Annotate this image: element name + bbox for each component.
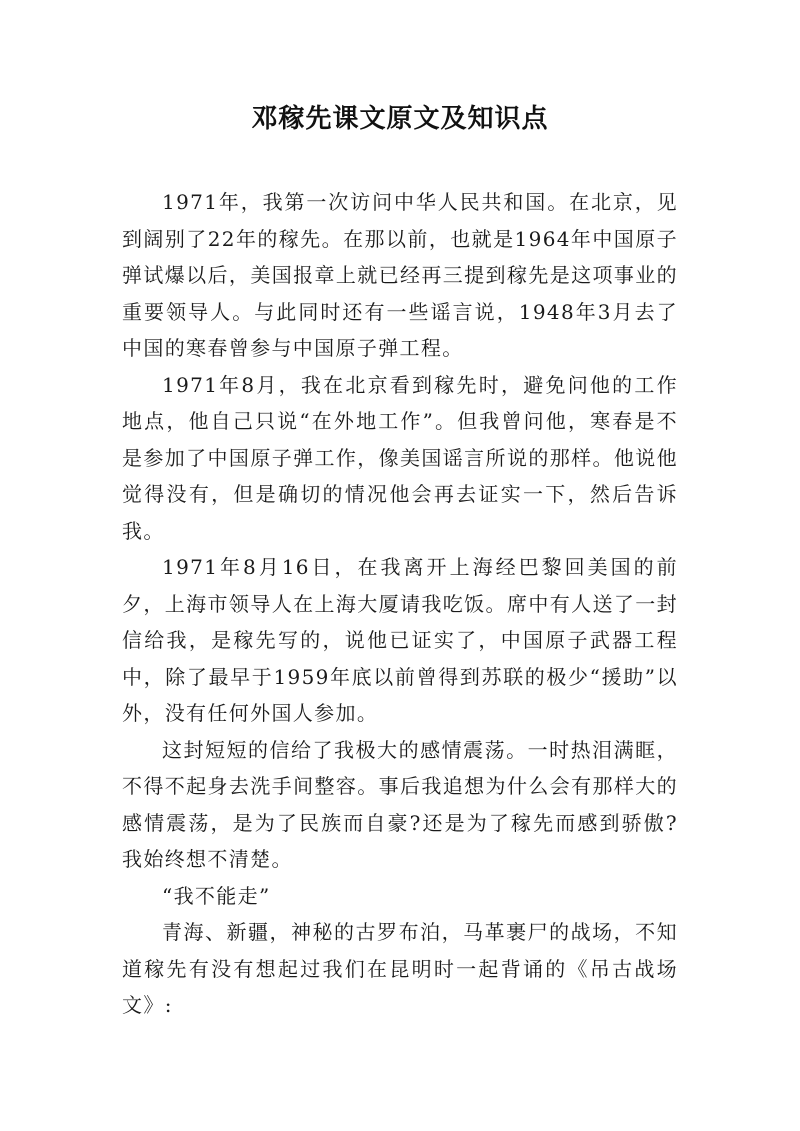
paragraph-5: 青海、新疆，神秘的古罗布泊，马革裹尸的战场，不知道稼先有没有想起过我们在昆明时一起背诵的《吊古战场文》: [122, 920, 678, 1017]
paragraph-3: 1971年8月16日，在我离开上海经巴黎回美国的前夕，上海市领导人在上海大厦请我吃饭。席中有人送了一封信给我，是稼先写的，说他已证实了，中国原子武器工程中，除了最早于1959年底以前曾得到苏联的极少“援助”以外，没有任何外国人参加。 [122, 555, 678, 725]
document-title: 邓稼先课文原文及知识点 [251, 104, 549, 134]
paragraph-1: 1971年，我第一次访问中华人民共和国。在北京，见到阔别了22年的稼先。在那以前，也就是1964年中国原子弹试爆以后，美国报章上就已经再三提到稼先是这项事业的重要领导人。与此同时还有一些谣言说，1948年3月去了中国的寒春曾参与中国原子弹工程。 [122, 190, 678, 360]
document-body [122, 184, 678, 1024]
section-heading-i-cannot-leave: “我不能走” [162, 883, 271, 908]
paragraph-2: 1971年8月，我在北京看到稼先时，避免问他的工作地点，他自己只说“在外地工作”。但我曾问他，寒春是不是参加了中国原子弹工作，像美国谣言所说的那样。他说他觉得没有，但是确切的情况他会再去证实一下，然后告诉我。 [122, 372, 678, 543]
paragraph-4: 这封短短的信给了我极大的感情震荡。一时热泪满眶，不得不起身去洗手间整容。事后我追想为什么会有那样大的感情震荡，是为了民族而自豪?还是为了稼先而感到骄傲?我始终想不清楚。 [122, 737, 678, 871]
